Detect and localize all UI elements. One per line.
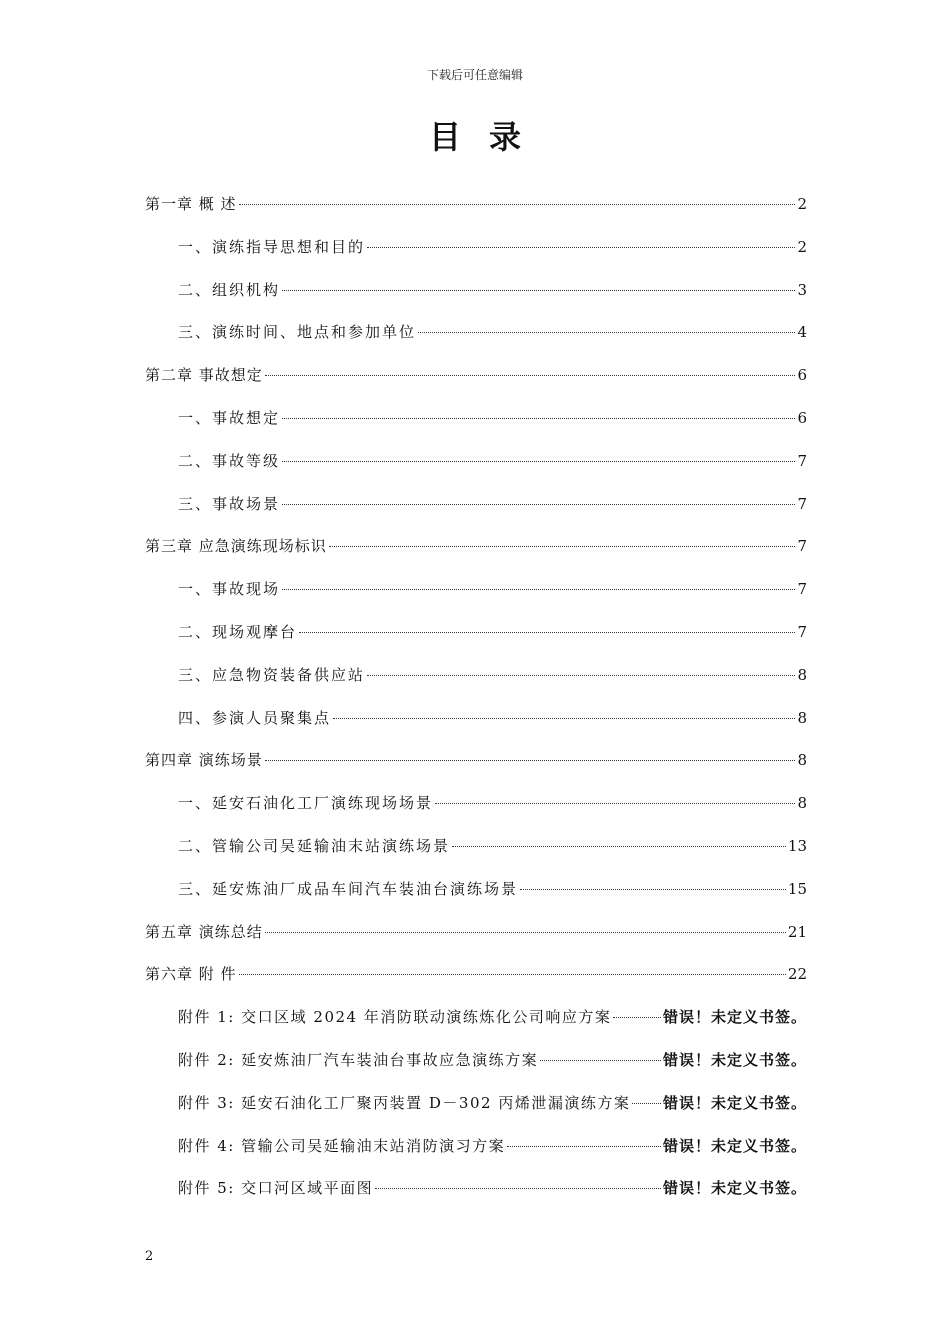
toc-entry[interactable]	[145, 535, 807, 578]
toc-entry-page: 4	[797, 323, 807, 342]
toc-entry-label: 二、组织机构	[178, 280, 281, 299]
table-of-contents	[145, 193, 807, 1220]
toc-leader-dots	[632, 1103, 661, 1104]
toc-entry[interactable]	[145, 664, 807, 707]
toc-entry[interactable]	[145, 921, 807, 964]
toc-entry-page: 7	[797, 622, 807, 641]
toc-leader-dots	[282, 504, 795, 505]
toc-leader-dots	[282, 418, 795, 419]
toc-leader-dots	[367, 247, 795, 248]
toc-entry-page: 7	[797, 451, 807, 470]
toc-entry-label: 附件 4: 管输公司吴延输油末站消防演习方案	[178, 1136, 506, 1155]
page-title: 目录	[428, 118, 549, 156]
toc-leader-dots	[282, 589, 795, 590]
toc-leader-dots	[329, 546, 796, 547]
toc-entry-label: 二、现场观摩台	[178, 622, 298, 641]
toc-leader-dots	[367, 675, 795, 676]
toc-entry-page: 错误！未定义书签。	[662, 1179, 807, 1198]
toc-entry-page: 8	[797, 751, 807, 770]
toc-leader-dots	[265, 932, 786, 933]
toc-leader-dots	[282, 461, 795, 462]
toc-entry-label: 第四章 演练场景	[145, 751, 263, 770]
toc-entry-page: 错误！未定义书签。	[662, 1008, 807, 1027]
toc-entry-label: 第六章 附 件	[145, 965, 237, 984]
toc-entry-page: 22	[787, 965, 807, 984]
toc-leader-dots	[265, 760, 796, 761]
toc-entry-page: 7	[797, 494, 807, 513]
toc-entry-page: 6	[797, 408, 807, 427]
toc-entry-page: 7	[797, 580, 807, 599]
toc-entry[interactable]	[145, 878, 807, 921]
toc-entry-label: 四、参演人员聚集点	[178, 708, 332, 727]
toc-leader-dots	[375, 1188, 661, 1189]
toc-entry[interactable]	[145, 1006, 807, 1049]
toc-entry[interactable]	[145, 1049, 807, 1092]
toc-leader-dots	[613, 1017, 661, 1018]
toc-leader-dots	[452, 846, 786, 847]
toc-entry-label: 附件 5: 交口河区域平面图	[178, 1179, 374, 1198]
toc-entry[interactable]	[145, 1135, 807, 1178]
toc-entry-page: 8	[797, 708, 807, 727]
toc-entry-label: 第三章 应急演练现场标识	[145, 537, 327, 556]
toc-entry-page: 3	[797, 280, 807, 299]
toc-entry[interactable]	[145, 493, 807, 536]
toc-entry-label: 第二章 事故想定	[145, 366, 263, 385]
toc-entry-page: 错误！未定义书签。	[662, 1050, 807, 1069]
toc-entry[interactable]	[145, 321, 807, 364]
toc-entry[interactable]	[145, 621, 807, 664]
toc-leader-dots	[333, 718, 795, 719]
toc-leader-dots	[435, 803, 795, 804]
toc-entry[interactable]	[145, 407, 807, 450]
toc-entry-page: 8	[797, 665, 807, 684]
toc-entry-label: 三、应急物资装备供应站	[178, 665, 366, 684]
toc-entry[interactable]	[145, 792, 807, 835]
toc-entry-label: 一、演练指导思想和目的	[178, 237, 366, 256]
toc-entry[interactable]	[145, 835, 807, 878]
toc-entry-page: 21	[787, 922, 807, 941]
toc-entry-label: 三、事故场景	[178, 494, 281, 513]
toc-entry[interactable]	[145, 1092, 807, 1135]
toc-leader-dots	[418, 332, 795, 333]
toc-entry[interactable]	[145, 450, 807, 493]
toc-leader-dots	[299, 632, 795, 633]
toc-leader-dots	[239, 974, 786, 975]
toc-entry-label: 附件 2: 延安炼油厂汽车装油台事故应急演练方案	[178, 1050, 539, 1069]
toc-entry-page: 2	[797, 195, 807, 213]
toc-entry-label: 一、事故现场	[178, 580, 281, 599]
toc-entry-page: 13	[787, 836, 807, 855]
toc-entry[interactable]	[145, 193, 807, 236]
toc-entry[interactable]	[145, 963, 807, 1006]
toc-entry-page: 6	[797, 366, 807, 385]
page-number: 2	[145, 1249, 154, 1264]
toc-entry[interactable]	[145, 707, 807, 750]
toc-entry[interactable]	[145, 279, 807, 322]
toc-entry-label: 一、事故想定	[178, 408, 281, 427]
header-note: 下载后可任意编辑	[426, 68, 523, 82]
toc-entry-label: 第五章 演练总结	[145, 922, 263, 941]
toc-leader-dots	[507, 1146, 661, 1147]
toc-leader-dots	[520, 889, 786, 890]
toc-entry-page: 8	[797, 794, 807, 813]
toc-entry-label: 一、延安石油化工厂演练现场场景	[178, 794, 434, 813]
toc-leader-dots	[540, 1060, 661, 1061]
toc-entry-page: 15	[787, 879, 807, 898]
toc-entry-page: 错误！未定义书签。	[662, 1093, 807, 1112]
toc-entry-label: 附件 1: 交口区域 2024 年消防联动演练炼化公司响应方案	[178, 1008, 612, 1027]
toc-entry-label: 第一章 概 述	[145, 195, 237, 213]
toc-entry[interactable]	[145, 236, 807, 279]
toc-leader-dots	[265, 375, 796, 376]
toc-entry-label: 二、管输公司吴延输油末站演练场景	[178, 836, 451, 855]
toc-entry[interactable]	[145, 364, 807, 407]
toc-entry-label: 附件 3: 延安石油化工厂聚丙装置 D－302 丙烯泄漏演练方案	[178, 1093, 631, 1112]
toc-entry-page: 2	[797, 237, 807, 256]
toc-entry-label: 三、延安炼油厂成品车间汽车装油台演练场景	[178, 879, 519, 898]
toc-leader-dots	[282, 290, 795, 291]
toc-entry[interactable]	[145, 1177, 807, 1220]
toc-entry-label: 二、事故等级	[178, 451, 281, 470]
toc-entry-page: 错误！未定义书签。	[662, 1136, 807, 1155]
toc-entry[interactable]	[145, 578, 807, 621]
toc-entry-label: 三、演练时间、地点和参加单位	[178, 323, 417, 342]
toc-entry-page: 7	[797, 537, 807, 556]
toc-leader-dots	[239, 204, 796, 205]
toc-entry[interactable]	[145, 749, 807, 792]
